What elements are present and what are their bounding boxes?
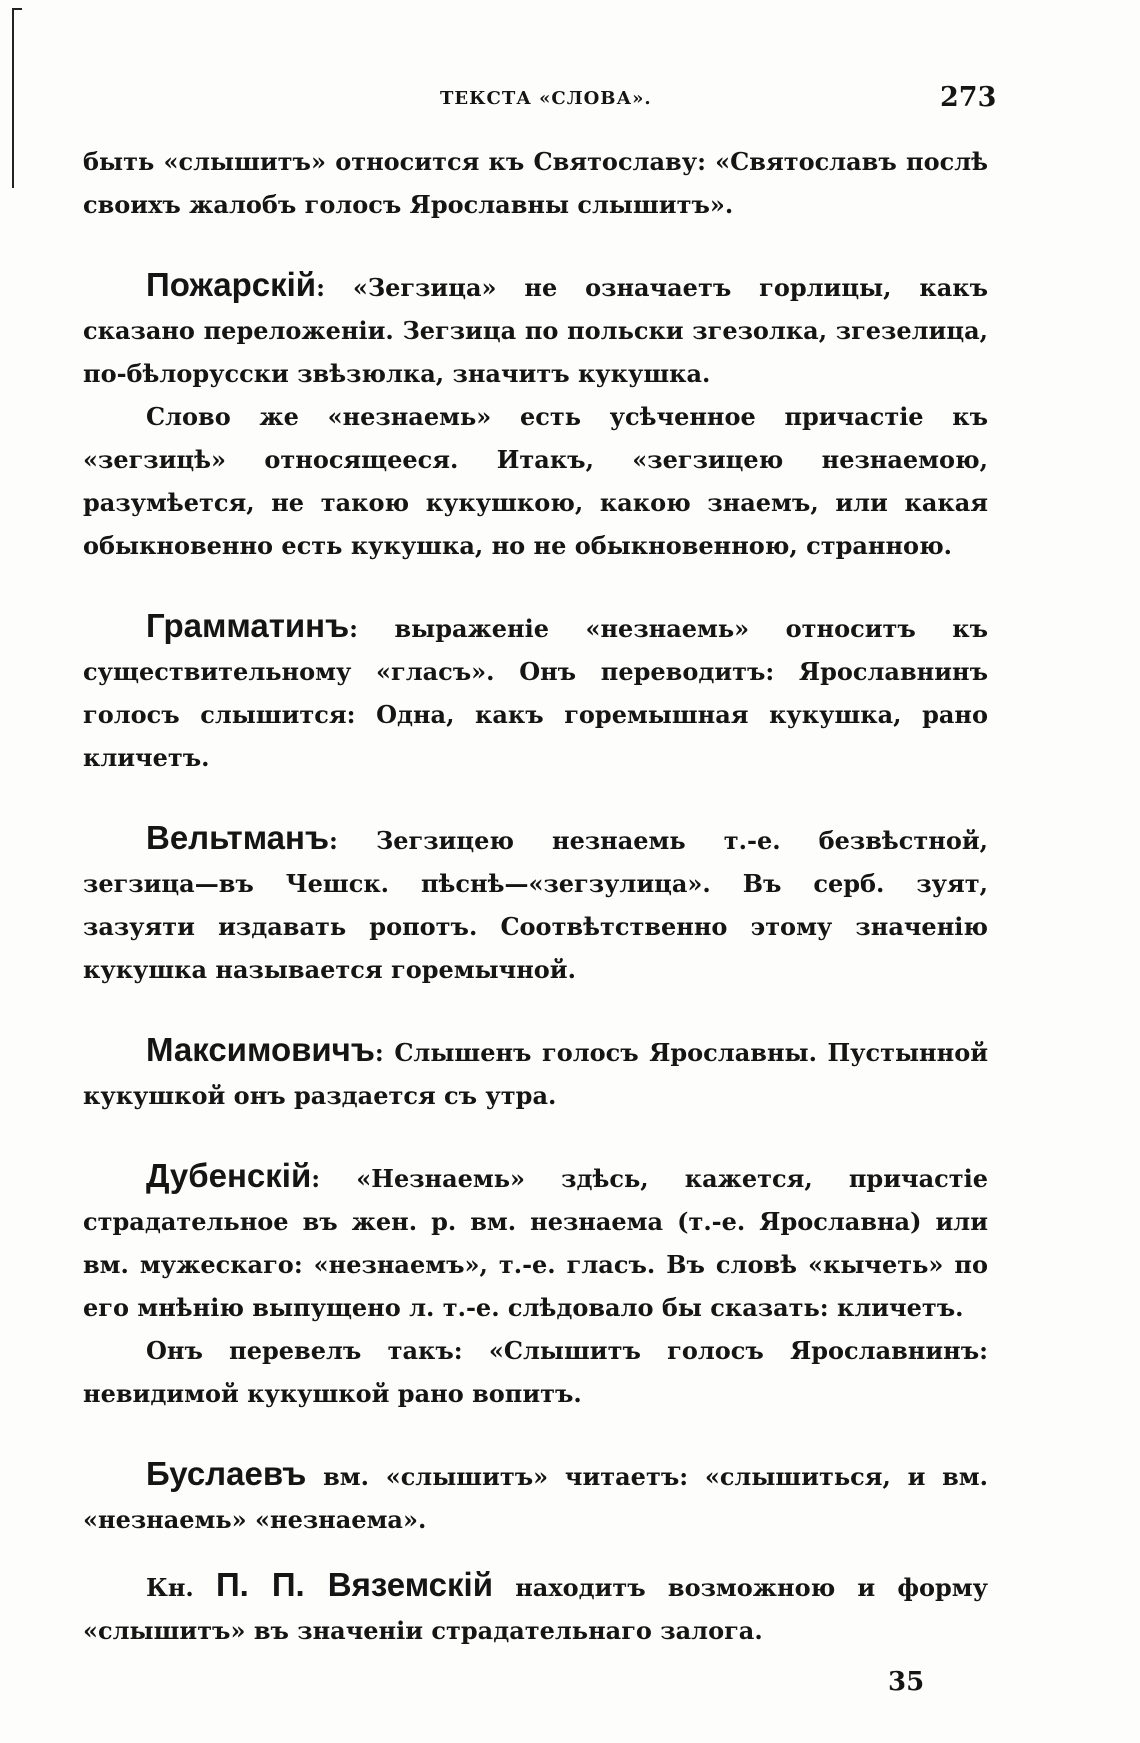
paragraph-grammatin: Грамматинъ: выраженіе «незнаемь» относитъ къ существительному «гласъ». Онъ переводитъ: Ярославнинъ голосъ слышится: Одна, какъ горемышная кукушка, рано кличетъ. [83, 607, 988, 772]
author-name: Грамматинъ [146, 607, 350, 644]
paragraph-veltman: Вельтманъ: Зегзицею незнаемь т.-е. безвѣстной, зегзица—въ Чешск. пѣснѣ—«зегзулица». Въ серб. зуят, зазуяти издавать ропотъ. Соотвѣтственно этому значенію кукушка называется горемычной. [83, 819, 988, 984]
page-header [0, 82, 1140, 122]
paragraph-3: Слово же «незнаемь» есть усѣченное причастіе къ «зегзицѣ» относящееся. Итакъ, «зегзицею незнаемою, разумѣется, не такою кукушкою, какою знаемъ, или какая обыкновенно есть кукушка, но не обыкновенною, странною. [83, 402, 988, 560]
author-name: П. П. Вяземскій [215, 1566, 494, 1603]
author-name: Буслаевъ [146, 1455, 307, 1492]
author-name: Максимовичъ [146, 1031, 375, 1068]
author-name: Пожарскій [146, 266, 317, 303]
page-body [83, 140, 988, 1652]
author-prefix: Кн. [146, 1573, 216, 1602]
paragraph-8: Онъ перевелъ такъ: «Слышитъ голосъ Ярославнинъ: невидимой кукушкой рано вопитъ. [83, 1336, 988, 1408]
running-title: ТЕКСТА «СЛОВА». [440, 88, 652, 109]
page-number: 273 [940, 82, 997, 113]
author-name: Дубенскій [146, 1157, 312, 1194]
paragraph-buslaev: Буслаевъ вм. «слышитъ» читаетъ: «слышиться, и вм. «незнаемь» «незнаема». [83, 1455, 988, 1534]
paragraph-vyazemsky: Кн. П. П. Вяземскій находитъ возможною и форму «слышитъ» въ значеніи страдательнаго залога. [83, 1566, 989, 1645]
paragraph-dubensky: Дубенскій: «Незнаемь» здѣсь, кажется, причастіе страдательное въ жен. р. вм. незнаема (т.-е. Ярославна) или вм. мужескаго: «незнаемъ», т.-е. гласъ. Въ словѣ «кычеть» по его мнѣнію выпущено л. т.-е. слѣдовало бы сказать: кличетъ. [83, 1157, 988, 1322]
paragraph-maksimovich: Максимовичъ: Слышенъ голосъ Ярославны. Пустынной кукушкой онъ раздается съ утра. [83, 1031, 988, 1110]
paragraph-1: быть «слышитъ» относится къ Святославу: «Святославъ послѣ своихъ жалобъ голосъ Ярославны слышитъ». [83, 147, 988, 219]
signature-mark: 35 [888, 1667, 925, 1697]
author-name: Вельтманъ [146, 819, 330, 856]
paragraph-pozharsky: Пожарскій: «Зегзица» не означаетъ горлицы, какъ сказано переложеніи. Зегзица по польски згезолка, згезелица, по-бѣлорусски звѣзюлка, значитъ кукушка. [83, 266, 988, 388]
